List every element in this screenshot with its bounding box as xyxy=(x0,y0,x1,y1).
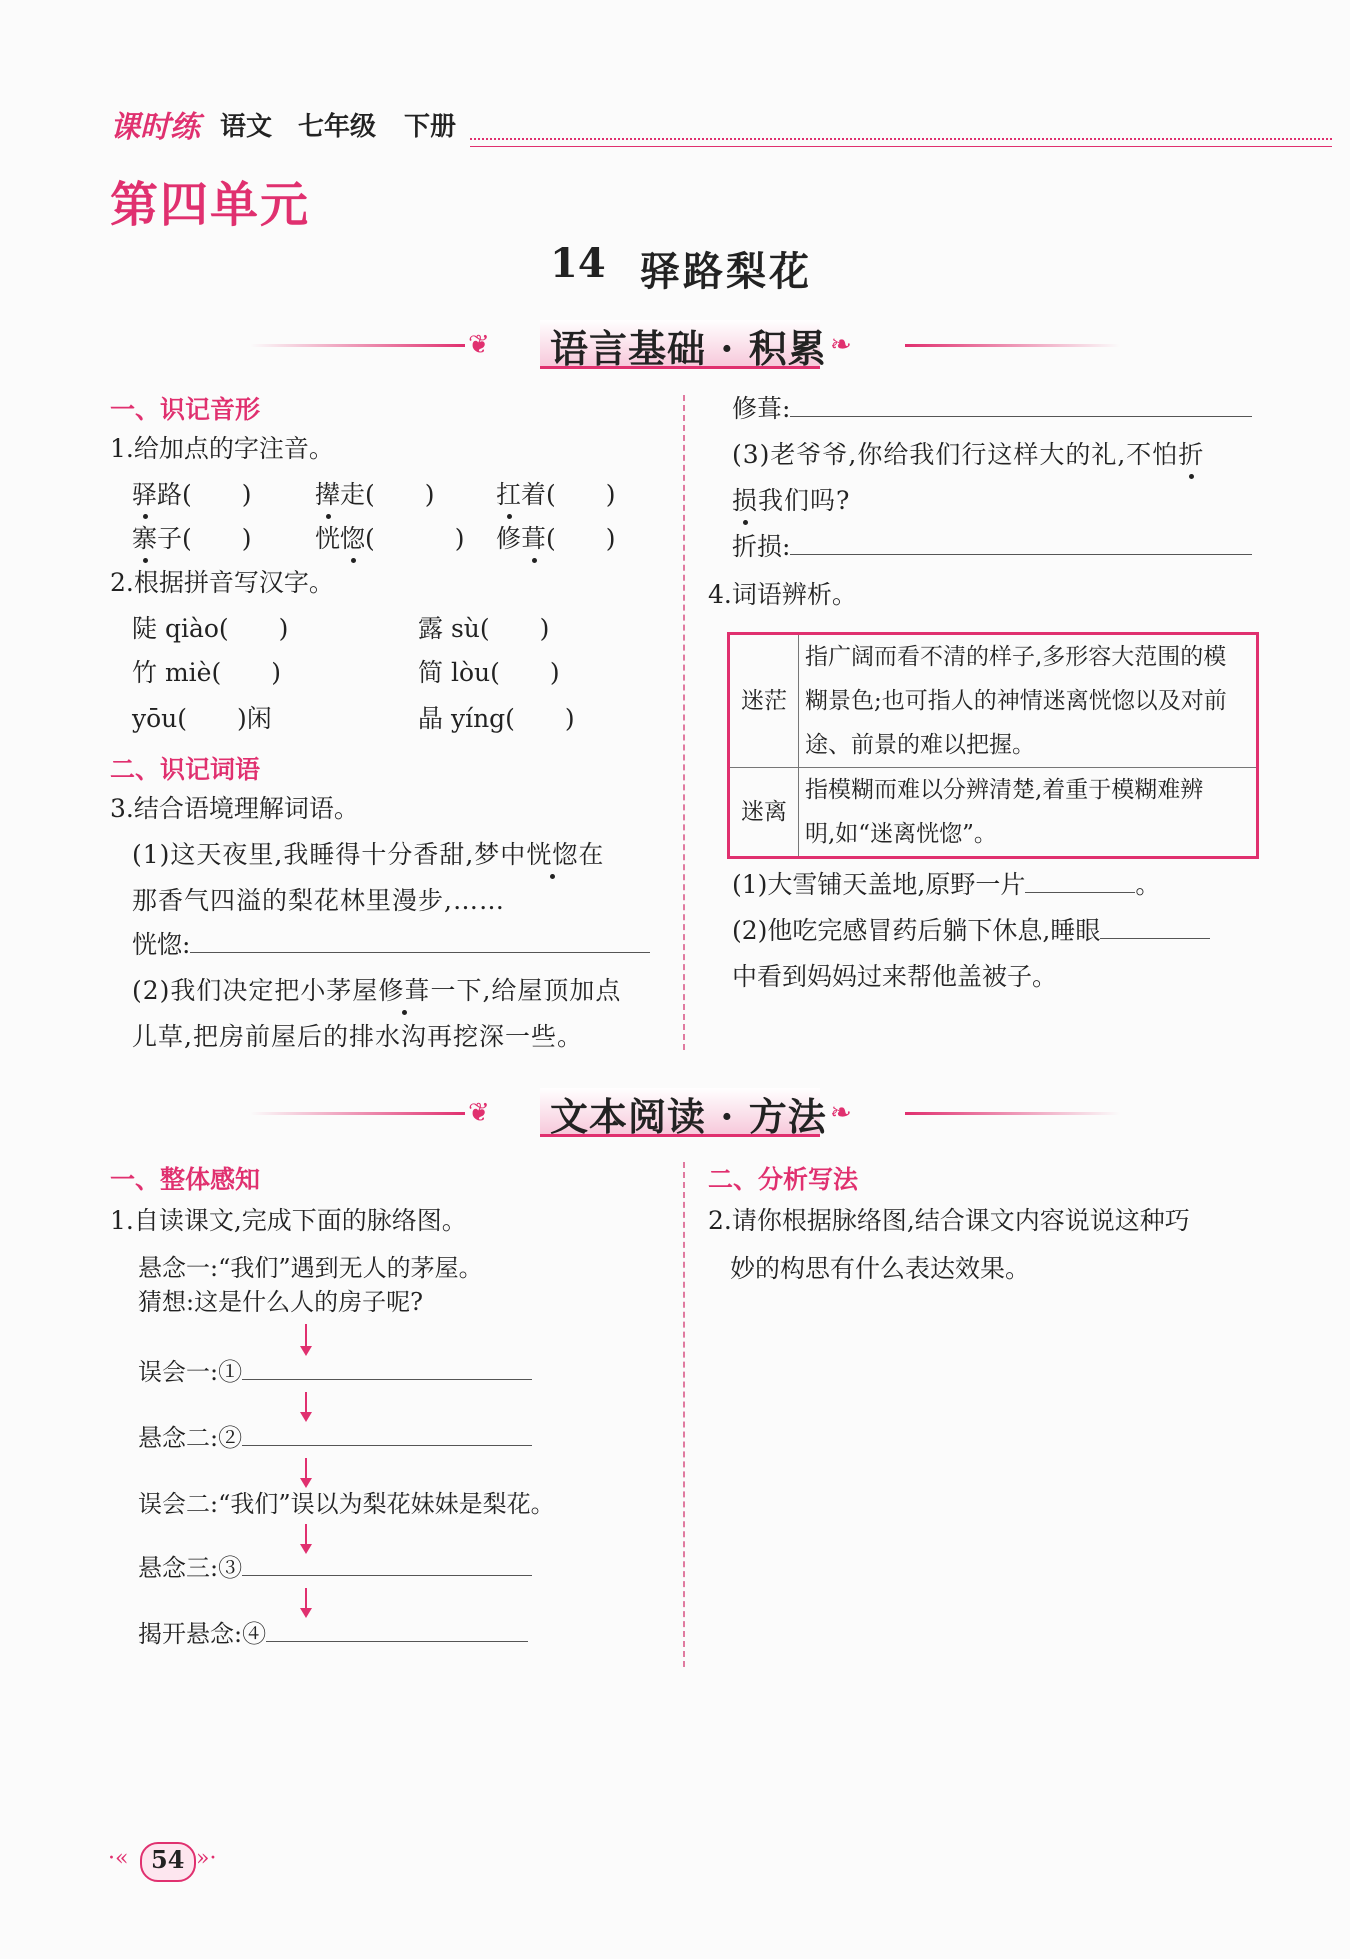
flow-arrow xyxy=(305,1458,307,1480)
q3-s2-line2: 儿草,把房前屋后的排水沟再挖深一些。 xyxy=(132,1022,583,1051)
banner-title-2: 文本阅读 · 方法 xyxy=(550,1094,827,1139)
page-number-ornament-right: »· xyxy=(196,1846,217,1871)
item-close: ) xyxy=(241,480,252,509)
sentence-text: 在 xyxy=(578,840,605,869)
q2-item-6: 晶 yíng( ) xyxy=(418,704,575,733)
q3-stem: 3.结合语境理解词语。 xyxy=(110,794,359,823)
definition-line: 指广阔而看不清的样子,多形容大范围的模 xyxy=(805,644,1227,670)
flow-label: 悬念三:③ xyxy=(138,1554,243,1582)
item-text: 路( xyxy=(157,480,192,509)
dotted-char: 惚 xyxy=(340,524,366,553)
flow-arrow xyxy=(305,1524,307,1546)
item-close: ) xyxy=(454,524,465,553)
flow-arrowhead xyxy=(300,1412,312,1422)
section-heading-4: 二、分析写法 xyxy=(708,1165,859,1194)
flow-label: 误会一:① xyxy=(138,1358,243,1386)
item-text: 子( xyxy=(157,524,192,553)
header-grade: 七年级 xyxy=(298,112,377,142)
p2-q1-stem: 1.自读课文,完成下面的脉络图。 xyxy=(110,1206,467,1235)
definition-line: 途、前景的难以把握。 xyxy=(805,732,1035,758)
item-text: 修 xyxy=(496,524,522,553)
section-heading-3: 一、整体感知 xyxy=(110,1165,261,1194)
page-number-ornament-left: ·« xyxy=(108,1846,129,1871)
q3-s2-answer xyxy=(732,394,1252,424)
item-text: 着( xyxy=(521,480,556,509)
answer-blank[interactable] xyxy=(1100,937,1210,939)
definition-cell xyxy=(799,634,1258,768)
definition-line: 明,如“迷离恍惚”。 xyxy=(805,821,997,847)
flow-arrowhead xyxy=(300,1346,312,1356)
item-text: 恍 xyxy=(315,524,341,553)
column-divider-1 xyxy=(683,395,685,1050)
sentence-text: (1)大雪铺天盖地,原野一片 xyxy=(732,870,1026,899)
page-number: 54 xyxy=(151,1845,185,1874)
lesson-number: 14 xyxy=(550,240,606,287)
answer-blank[interactable] xyxy=(790,553,1252,555)
flow-arrowhead xyxy=(300,1544,312,1554)
dotted-word: 折 xyxy=(1178,440,1205,469)
dotted-char: 葺 xyxy=(521,524,547,553)
q4-blank-2-line2: 中看到妈妈过来帮他盖被子。 xyxy=(732,962,1058,991)
comparison-table xyxy=(727,632,1259,859)
dotted-char: 撵 xyxy=(315,480,341,509)
q3-s3-line2 xyxy=(732,486,850,516)
item-close: ) xyxy=(605,524,616,553)
flow-label: 揭开悬念:④ xyxy=(138,1620,267,1648)
banner-2 xyxy=(250,1086,1120,1146)
banner-line-right xyxy=(905,1112,1120,1115)
q1-item-3 xyxy=(496,480,616,510)
dotted-char: 扛 xyxy=(496,480,522,509)
answer-blank[interactable] xyxy=(190,951,650,953)
q2-item-3: 竹 miè( ) xyxy=(132,658,281,687)
definition-line: 糊景色;也可指人的神情迷离恍惚以及对前 xyxy=(805,688,1227,714)
answer-label: 折损: xyxy=(732,532,791,561)
table-row xyxy=(729,634,1258,768)
flourish-right-icon: ❧ xyxy=(830,1098,852,1128)
q3-s3-line1 xyxy=(732,440,1204,470)
item-close: ) xyxy=(605,480,616,509)
banner-line-left xyxy=(250,344,465,347)
flow-arrowhead xyxy=(300,1608,312,1618)
sentence-text: (2)他吃完感冒药后躺下休息,睡眼 xyxy=(732,916,1101,945)
answer-label: 恍惚: xyxy=(132,930,191,959)
q1-item-6 xyxy=(496,524,616,554)
flow-line-3 xyxy=(138,1358,532,1387)
flow-line-4 xyxy=(138,1424,532,1453)
sentence-text: (3)老爷爷,你给我们行这样大的礼,不怕 xyxy=(732,440,1179,469)
dotted-word: 恍惚 xyxy=(526,840,579,869)
header-rule-solid xyxy=(470,146,1332,147)
q3-s1-answer xyxy=(132,930,650,960)
header-subject: 语文 xyxy=(220,112,273,142)
flow-line-7 xyxy=(138,1620,528,1649)
item-text: ( xyxy=(365,524,375,553)
item-text: 走( xyxy=(340,480,375,509)
brand-logo: 课时练 xyxy=(110,110,200,145)
item-close: ) xyxy=(241,524,252,553)
flow-arrow xyxy=(305,1324,307,1348)
q1-stem: 1.给加点的字注音。 xyxy=(110,434,334,463)
flourish-right-icon: ❧ xyxy=(830,330,852,360)
lesson-title: 驿路梨花 xyxy=(640,248,812,295)
unit-title: 第四单元 xyxy=(110,177,311,233)
q2-item-1: 陡 qiào( ) xyxy=(132,614,289,643)
q2-item-5: yōu( )闲 xyxy=(132,704,272,733)
q2-stem: 2.根据拼音写汉字。 xyxy=(110,568,334,597)
answer-blank[interactable] xyxy=(1025,891,1135,893)
word-cell: 迷离 xyxy=(729,768,799,858)
q2-item-4: 简 lòu( ) xyxy=(418,658,560,687)
item-close: ) xyxy=(424,480,435,509)
flourish-left-icon: ❦ xyxy=(468,330,490,360)
banner-title-1: 语言基础 · 积累 xyxy=(550,326,827,371)
header-rule xyxy=(470,138,1332,140)
flow-arrow xyxy=(305,1588,307,1610)
q2-item-2: 露 sù( ) xyxy=(418,614,550,643)
answer-blank[interactable] xyxy=(266,1640,528,1642)
q3-s3-answer xyxy=(732,532,1252,562)
sentence-text: 一下,给屋顶加点 xyxy=(430,976,622,1005)
flow-label: 悬念二:② xyxy=(138,1424,243,1452)
flow-line-6 xyxy=(138,1554,532,1583)
sentence-text: (2)我们决定把小茅屋 xyxy=(132,976,379,1005)
q1-item-5 xyxy=(315,524,465,554)
answer-blank[interactable] xyxy=(242,1574,532,1576)
q3-s1-line2: 那香气四溢的梨花林里漫步,…… xyxy=(132,886,505,915)
p2-q2-line1: 2.请你根据脉络图,结合课文内容说说这种巧 xyxy=(708,1206,1190,1235)
q3-s1-line1 xyxy=(132,840,604,870)
p2-q2-line2: 妙的构思有什么表达效果。 xyxy=(730,1254,1031,1283)
flow-arrowhead xyxy=(300,1478,312,1488)
flow-line-1: 悬念一:“我们”遇到无人的茅屋。 xyxy=(138,1254,483,1282)
dotted-char: 寨 xyxy=(132,524,158,553)
header-volume: 下册 xyxy=(404,112,457,142)
flow-line-5: 误会二:“我们”误以为梨花妹妹是梨花。 xyxy=(138,1490,555,1518)
table-row xyxy=(729,768,1258,858)
answer-blank[interactable] xyxy=(242,1378,532,1380)
section-heading-2: 二、识记词语 xyxy=(110,755,261,784)
q1-item-2 xyxy=(315,480,435,510)
section-heading-1: 一、识记音形 xyxy=(110,395,261,424)
q1-item-4 xyxy=(132,524,252,554)
flow-line-2: 猜想:这是什么人的房子呢? xyxy=(138,1288,423,1316)
banner-line-left xyxy=(250,1112,465,1115)
banner-line-right xyxy=(905,344,1120,347)
q1-item-1 xyxy=(132,480,252,510)
sentence-text: 我们吗? xyxy=(758,486,851,515)
definition-line: 指模糊而难以分辨清楚,着重于模糊难辨 xyxy=(805,777,1204,803)
banner-1 xyxy=(250,318,1120,378)
answer-blank[interactable] xyxy=(242,1444,532,1446)
column-divider-2 xyxy=(683,1162,685,1667)
q3-s2-line1 xyxy=(132,976,621,1006)
dotted-char: 驿 xyxy=(132,480,158,509)
flow-arrow xyxy=(305,1392,307,1414)
dotted-word: 损 xyxy=(732,486,759,515)
answer-label: 修葺: xyxy=(732,394,791,423)
dotted-word: 修葺 xyxy=(378,976,431,1005)
q4-blank-2 xyxy=(732,916,1210,946)
sentence-text: 。 xyxy=(1135,870,1161,899)
flourish-left-icon: ❦ xyxy=(468,1098,490,1128)
definition-cell xyxy=(799,768,1258,858)
sentence-text: (1)这天夜里,我睡得十分香甜,梦中 xyxy=(132,840,527,869)
q4-stem: 4.词语辨析。 xyxy=(708,580,857,609)
item-text: ( xyxy=(546,524,556,553)
answer-blank[interactable] xyxy=(790,415,1252,417)
q4-blank-1 xyxy=(732,870,1160,900)
word-cell: 迷茫 xyxy=(729,634,799,768)
